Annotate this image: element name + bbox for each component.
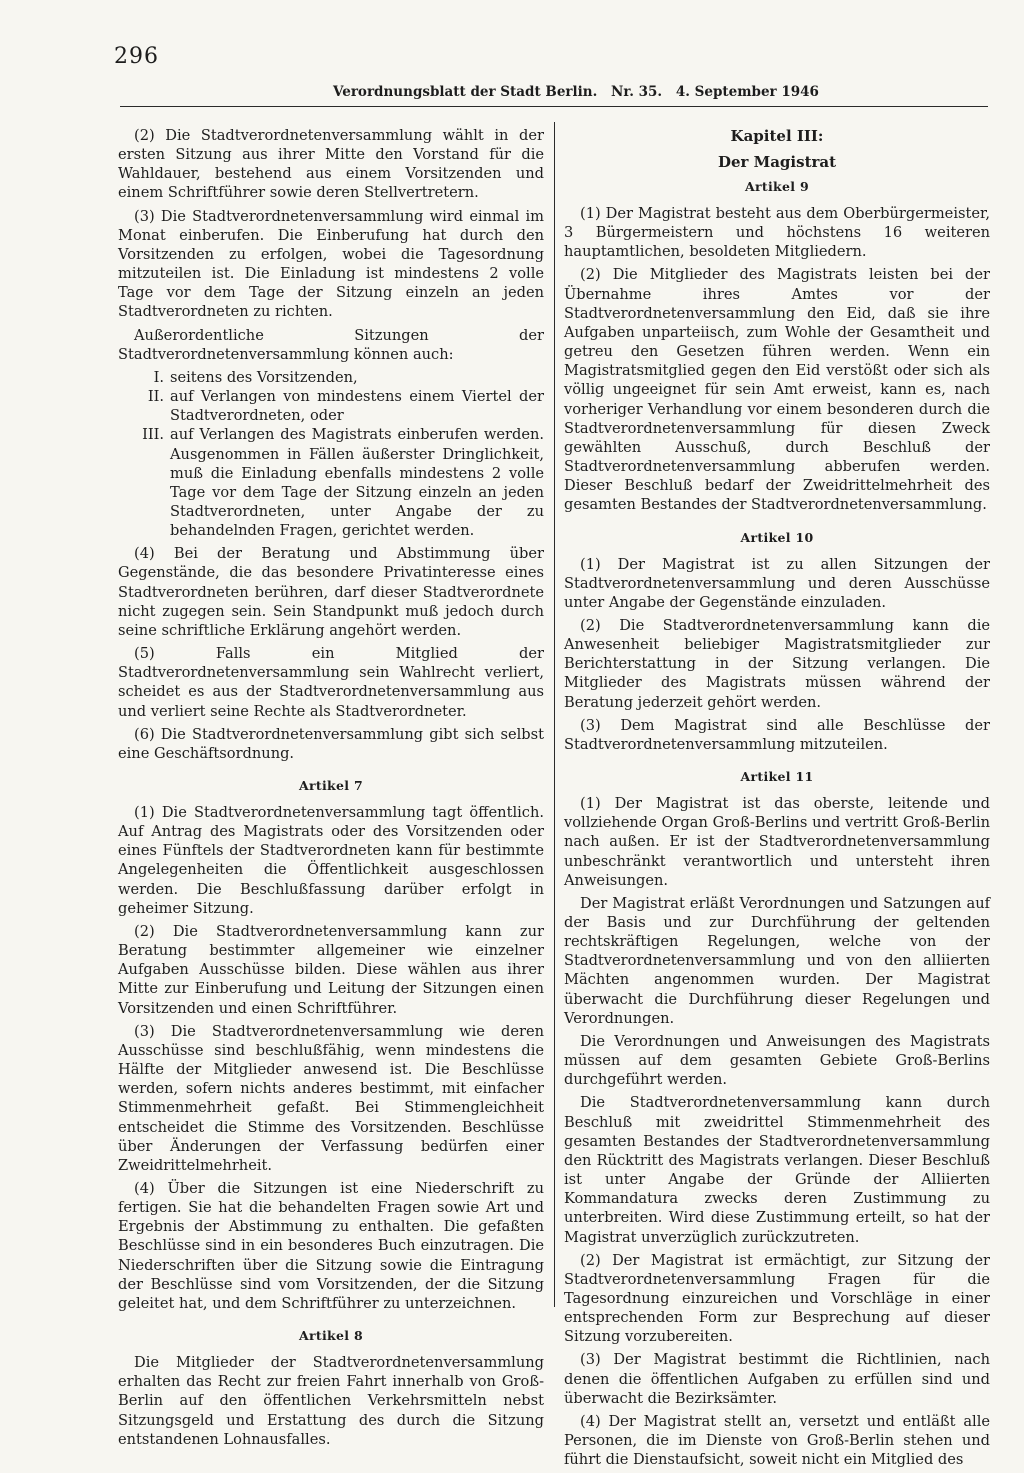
paragraph: Der Magistrat erläßt Verordnungen und Satzungen auf der Basis und zur Durchführung der geltenden rechtskräftigen Regelungen, welche von der Stadtverordnetenversammlung und von den alliierten Mächten angenommen wurden. Der Magistrat überwacht die Durchführung dieser Regelungen und Verordnungen. [564,894,990,1027]
paragraph: (2) Die Stadtverordnetenversammlung kann die Anwesenheit beliebiger Magistratsmitglieder zur Berichterstattung in der Sitzung verlangen. Die Mitglieder des Magistrats müssen während der Beratung jederzeit gehört werden. [564,616,990,711]
paragraph: (2) Die Mitglieder des Magistrats leisten bei der Übernahme ihres Amtes vor der Stadtverordnetenversammlung den Eid, daß sie ihre Aufgaben unparteiisch, zum Wohle der Gesamtheit und getreu den Gesetzen führen werden. Wenn ein Magistratsmitglied gegen den Eid verstößt oder sich als völlig ungeeignet für sein Amt erweist, kann es, nach vorheriger Verhandlung vor einem besonderen durch die Stadtverordnetenversammlung für diesen Zweck gewählten Ausschuß, durch Beschluß der Stadtverordnetenversammlung abberufen werden. Dieser Beschluß bedarf der Zweidrittelmehrheit des gesamten Bestandes der Stadtverordnetenversammlung. [564,266,990,514]
list-number: III. [142,426,164,444]
list-item [118,425,544,540]
article-heading: Artikel 7 [299,778,363,793]
list-text: seitens des Vorsitzenden, [170,368,358,386]
list-number: II. [147,388,164,406]
paragraph: Die Mitglieder der Stadtverordnetenversammlung erhalten das Recht zur freien Fahrt innerhalb von Groß-Berlin auf den öffentlichen Verkehrsmitteln nebst Sitzungsgeld und Erstattung des durch die Sitzung entstandenen Lohnausfalles. [118,1354,544,1448]
paragraph: (2) Die Stadtverordnetenversammlung kann zur Beratung bestimmter allgemeiner wie einzelner Aufgaben Ausschüsse bilden. Diese wählen aus ihrer Mitte zur Einberufung und Leitung der Sitzungen einen Vorsitzenden und einen Schriftführer. [118,922,544,1017]
running-header [333,84,819,100]
article-heading: Artikel 8 [299,1328,363,1344]
paragraph: (6) Die Stadtverordnetenversammlung gibt sich selbst eine Geschäftsordnung. [118,725,544,762]
issue-number: Nr. 35. [611,84,663,100]
paragraph: (4) Über die Sitzungen ist eine Niederschrift zu fertigen. Sie hat die behandelten Fragen sowie Art und Ergebnis der Abstimmung zu enthalten. Die gefaßten Beschlüsse sind in ein besonderes Buch einzutragen. Die Niederschriften über die Sitzung sowie die Eintragung der Beschlüsse sind vom Vorsitzenden, der die Sitzung geleitet hat, und dem Schriftführer zu unterzeichnen. [118,1179,544,1312]
header-rule [120,106,988,107]
article-heading: Artikel 11 [740,769,814,785]
paragraph: (3) Die Stadtverordnetenversammlung wird einmal im Monat einberufen. Die Einberufung hat durch den Vorsitzenden zu erfolgen, wobei die Tagesordnung mitzuteilen ist. Die Einladung ist mindestens 2 volle Tage vor dem Tage der Sitzung einzeln an jeden Stadtverordneten zu richten. [118,207,544,321]
publication-title: Verordnungsblatt der Stadt Berlin. [333,84,598,100]
paragraph: Die Stadtverordnetenversammlung kann durch Beschluß mit zweidrittel Stimmenmehrheit des gesamten Bestandes der Stadtverordnetenversammlung den Rücktritt des Magistrats verlangen. Dieser Beschluß ist unter Angabe der Gründe der Alliierten Kommandatura zwecks deren Zustimmung zu unterbreiten. Wird diese Zustimmung erteilt, so hat der Magistrat unverzüglich zurückzutreten. [564,1094,990,1246]
list-item [118,368,544,387]
article-heading: Artikel 10 [740,529,814,545]
paragraph: (3) Dem Magistrat sind alle Beschlüsse der Stadtverordnetenversammlung mitzuteilen. [564,716,990,753]
paragraph: (1) Der Magistrat ist das oberste, leitende und vollziehende Organ Groß-Berlins und vertritt Groß-Berlin nach außen. Er ist der Stadtverordnetenversammlung unbeschränkt verantwortlich und untersteht ihren Anweisungen. [564,795,990,889]
list-item [118,387,544,425]
left-column [118,126,544,1453]
right-column [564,126,990,1473]
list-text: auf Verlangen des Magistrats einberufen werden. Ausgenommen in Fällen äußerster Dringlichkeit, muß die Einladung ebenfalls mindestens 2 volle Tage vor dem Tage der Sitzung einzeln an jeden Stadtverordneten, unter Angabe der zu behandelnden Fragen, gerichtet werden. [170,426,544,540]
list-number: I. [153,368,164,386]
paragraph: (4) Bei der Beratung und Abstimmung über Gegenstände, die das besondere Privatinteresse eines Stadtverordneten berühren, darf dieser Stadtverordnete nicht zugegen sein. Sein Standpunkt muß jedoch durch seine schriftliche Erklärung angehört werden. [118,545,544,639]
paragraph: (1) Der Magistrat ist zu allen Sitzungen der Stadtverordnetenversammlung und deren Ausschüsse unter Angabe der Gegenstände einzuladen. [564,555,990,611]
paragraph: (2) Die Stadtverordnetenversammlung wählt in der ersten Sitzung aus ihrer Mitte den Vorstand für die Wahldauer, bestehend aus einem Vorsitzenden und einem Schriftführer sowie deren Stellvertretern. [118,127,544,202]
article-heading: Artikel 9 [745,179,809,194]
paragraph: (3) Der Magistrat bestimmt die Richtlinien, nach denen die öffentlichen Aufgaben zu erfüllen sind und überwacht die Bezirksämter. [564,1351,990,1407]
paragraph: (1) Der Magistrat besteht aus dem Oberbürgermeister, 3 Bürgermeistern und höchstens 16 weiteren hauptamtlichen, besoldeten Mitgliedern. [564,205,990,261]
chapter-title: Der Magistrat [717,153,837,171]
list-text: auf Verlangen von mindestens einem Viertel der Stadtverordneten, oder [170,388,544,425]
issue-date: 4. September 1946 [675,84,819,100]
paragraph: (3) Die Stadtverordnetenversammlung wie deren Ausschüsse sind beschlußfähig, wenn mindestens die Hälfte der Mitglieder anwesend ist. Die Beschlüsse werden, sofern nichts anderes bestimmt, mit einfacher Stimmenmehrheit gefaßt. Bei Stimmengleichheit entscheidet die Stimme des Vorsitzenden. Beschlüsse über Änderungen der Verfassung bedürfen einer Zweidrittelmehrheit. [118,1022,544,1174]
paragraph: (5) Falls ein Mitglied der Stadtverordnetenversammlung sein Wahlrecht verliert, scheidet es aus der Stadtverordnetenversammlung aus und verliert seine Rechte als Stadtverordneter. [118,645,544,720]
paragraph: (4) Der Magistrat stellt an, versetzt und entläßt alle Personen, die im Dienste von Groß-Berlin stehen und führt die Dienstaufsicht, soweit nicht ein Mitglied des [564,1412,990,1469]
paragraph: (2) Der Magistrat ist ermächtigt, zur Sitzung der Stadtverordnetenversammlung Fragen für die Tagesordnung einzureichen und Vorschläge in einer entsprechenden Form zur Besprechung auf dieser Sitzung vorzubereiten. [564,1251,990,1346]
paragraph: Die Verordnungen und Anweisungen des Magistrats müssen auf dem gesamten Gebiete Groß-Berlins durchgeführt werden. [564,1032,990,1089]
paragraph: (1) Die Stadtverordnetenversammlung tagt öffentlich. Auf Antrag des Magistrats oder des Vorsitzenden oder eines Fünftels der Stadtverordneten kann für bestimmte Angelegenheiten die Öffentlichkeit ausgeschlossen werden. Die Beschlußfassung darüber erfolgt in geheimer Sitzung. [118,804,544,917]
paragraph: Außerordentliche Sitzungen der Stadtverordnetenversammlung können auch: [118,326,544,363]
column-divider [554,122,555,1307]
page-number: 296 [114,44,159,69]
chapter-heading: Kapitel III: [730,127,824,145]
